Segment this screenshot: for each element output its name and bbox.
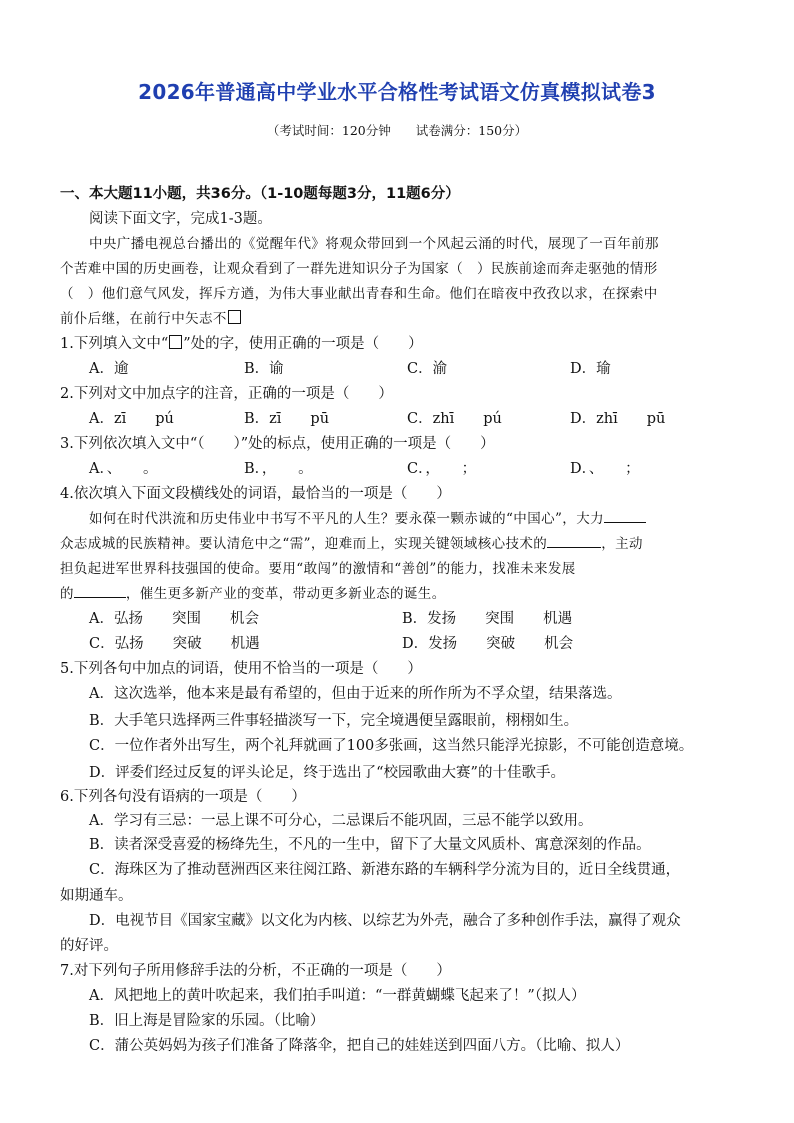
q4-passage-text-4b: ，催生更多新产业的变革，带动更多新业态的诞生。 <box>125 586 446 602</box>
fill-blank-3 <box>74 583 126 598</box>
q4-option-a[interactable]: A．弘扬 突围 机会 <box>89 611 259 627</box>
q6-option-c-cont: 如期通车。 <box>60 888 133 904</box>
passage-line-1: 中央广播电视总台播出的《觉醒年代》将观众带回到一个风起云涌的时代，展现了一百年前那 <box>89 236 659 252</box>
question-4-options-row-1 <box>89 607 709 629</box>
q4-passage-text-2: 众志成城的民族精神。要认清危中之“需”，迎难而上，实现关键领域核心技术的 <box>60 536 548 552</box>
question-4-options-row-2 <box>89 632 709 654</box>
passage-line-3: （ ）他们意气风发，挥斥方遒，为伟大事业献出青春和生命。他们在暗夜中孜孜以求，在探索中 <box>60 286 658 302</box>
question-1-options <box>89 357 709 379</box>
q4-passage-line-3: 担负起进军世界科技强国的使命。要用“敢闯”的激情和“善创”的能力，找准未来发展 <box>60 561 576 577</box>
q1-stem-part-a: 1.下列填入文中“ <box>60 336 169 352</box>
question-1-stem <box>60 332 423 353</box>
q5-option-a[interactable]: A．这次选举，他本来是最有希望的，但由于近来的所作所为不孚众望，结果落选。 <box>89 686 622 702</box>
reading-instruction: 阅读下面文字，完成1-3题。 <box>89 211 272 227</box>
q6-option-d[interactable]: D．电视节目《国家宝藏》以文化为内核、以综艺为外壳，融合了多种创作手法，赢得了观众 <box>89 913 681 929</box>
passage-line-2: 个苦难中国的历史画卷，让观众看到了一群先进知识分子为国家（ ）民族前途而奔走驱弛的情形 <box>60 261 658 277</box>
question-2-stem: 2.下列对文中加点字的注音，正确的一项是（ ） <box>60 386 393 402</box>
q3-option-a[interactable]: A．、 。 <box>89 461 158 477</box>
q1-option-a[interactable]: A．逾 <box>89 361 129 377</box>
q5-option-c[interactable]: C．一位作者外出写生，两个礼拜就画了100多张画，这当然只能浮光掠影，不可能创造意境。 <box>89 738 694 754</box>
q7-option-b[interactable]: B．旧上海是冒险家的乐园。（比喻） <box>89 1013 325 1029</box>
q6-option-b[interactable]: B．读者深受喜爱的杨绛先生，不凡的一生中，留下了大量文风质朴、寓意深刻的作品。 <box>89 837 651 853</box>
question-4-stem: 4.依次填入下面文段横线处的词语，最恰当的一项是（ ） <box>60 486 451 502</box>
q1-stem-part-b: ”处的字，使用正确的一项是（ ） <box>183 336 423 352</box>
question-3-options <box>89 457 709 479</box>
q1-option-b[interactable]: B．谕 <box>244 361 284 377</box>
q3-option-b[interactable]: B．， 。 <box>244 461 313 477</box>
q4-option-b[interactable]: B．发扬 突围 机遇 <box>402 611 573 627</box>
exam-subtitle: （考试时间：120分钟 试卷满分：150分） <box>266 123 528 138</box>
q6-option-c[interactable]: C．海珠区为了推动琶洲西区来往阅江路、新港东路的车辆科学分流为目的，近日全线贯通， <box>89 862 681 878</box>
q5-option-b[interactable]: B．大手笔只选择两三件事轻描淡写一下，完全境遇便呈露眼前，栩栩如生。 <box>89 713 579 729</box>
question-5-stem: 5.下列各句中加点的词语，使用不恰当的一项是（ ） <box>60 661 422 677</box>
q4-option-c[interactable]: C．弘扬 突破 机遇 <box>89 636 260 652</box>
q2-option-c[interactable]: C．zhī pú <box>407 411 502 427</box>
q4-passage-line-2 <box>60 532 643 552</box>
blank-box-icon <box>228 310 241 324</box>
q1-option-d[interactable]: D．瑜 <box>570 361 611 377</box>
q4-passage-line-4 <box>60 582 446 602</box>
passage-line-4-text: 前仆后继，在前行中矢志不 <box>60 311 227 327</box>
q5-option-d[interactable]: D．评委们经过反复的评头论足，终于选出了“校园歌曲大赛”的十佳歌手。 <box>89 765 565 781</box>
q7-option-c[interactable]: C．蒲公英妈妈为孩子们准备了降落伞，把自己的娃娃送到四面八方。（比喻、拟人） <box>89 1038 630 1054</box>
question-7-stem: 7.对下列句子所用修辞手法的分析，不正确的一项是（ ） <box>60 963 451 979</box>
q3-option-c[interactable]: C．， ； <box>407 461 477 477</box>
q4-passage-text-4a: 的 <box>60 586 74 602</box>
q4-passage-text-1: 如何在时代洪流和历史伟业中书写不平凡的人生？要永葆一颗赤诚的“中国心”，大力 <box>89 511 605 527</box>
question-2-options <box>89 407 709 429</box>
section-heading: 一、本大题11小题，共36分。（1-10题每题3分，11题6分） <box>60 186 460 202</box>
q2-option-a[interactable]: A．zī pú <box>89 411 174 427</box>
q4-passage-line-1 <box>89 507 646 527</box>
q1-option-c[interactable]: C．渝 <box>407 361 448 377</box>
fill-blank-1 <box>604 508 646 523</box>
q2-option-b[interactable]: B．zī pū <box>244 411 330 427</box>
question-6-stem: 6.下列各句没有语病的一项是（ ） <box>60 789 306 805</box>
q4-passage-text-2b: ，主动 <box>601 536 643 552</box>
fill-blank-2 <box>547 533 601 548</box>
q4-option-d[interactable]: D．发扬 突破 机会 <box>402 636 574 652</box>
q3-option-d[interactable]: D．、 ； <box>570 461 640 477</box>
passage-line-4 <box>60 307 242 327</box>
exam-title: 2026年普通高中学业水平合格性考试语文仿真模拟试卷3 <box>138 80 656 104</box>
q6-option-a[interactable]: A．学习有三忌：一忌上课不可分心，二忌课后不能巩固，三忌不能学以致用。 <box>89 813 593 829</box>
q6-option-d-cont: 的好评。 <box>60 938 118 954</box>
q2-option-d[interactable]: D．zhī pū <box>570 411 666 427</box>
blank-box-icon <box>169 335 182 349</box>
q7-option-a[interactable]: A．风把地上的黄叶吹起来，我们拍手叫道：“一群黄蝴蝶飞起来了！”（拟人） <box>89 988 586 1004</box>
question-3-stem: 3.下列依次填入文中“（ ）”处的标点，使用正确的一项是（ ） <box>60 436 495 452</box>
